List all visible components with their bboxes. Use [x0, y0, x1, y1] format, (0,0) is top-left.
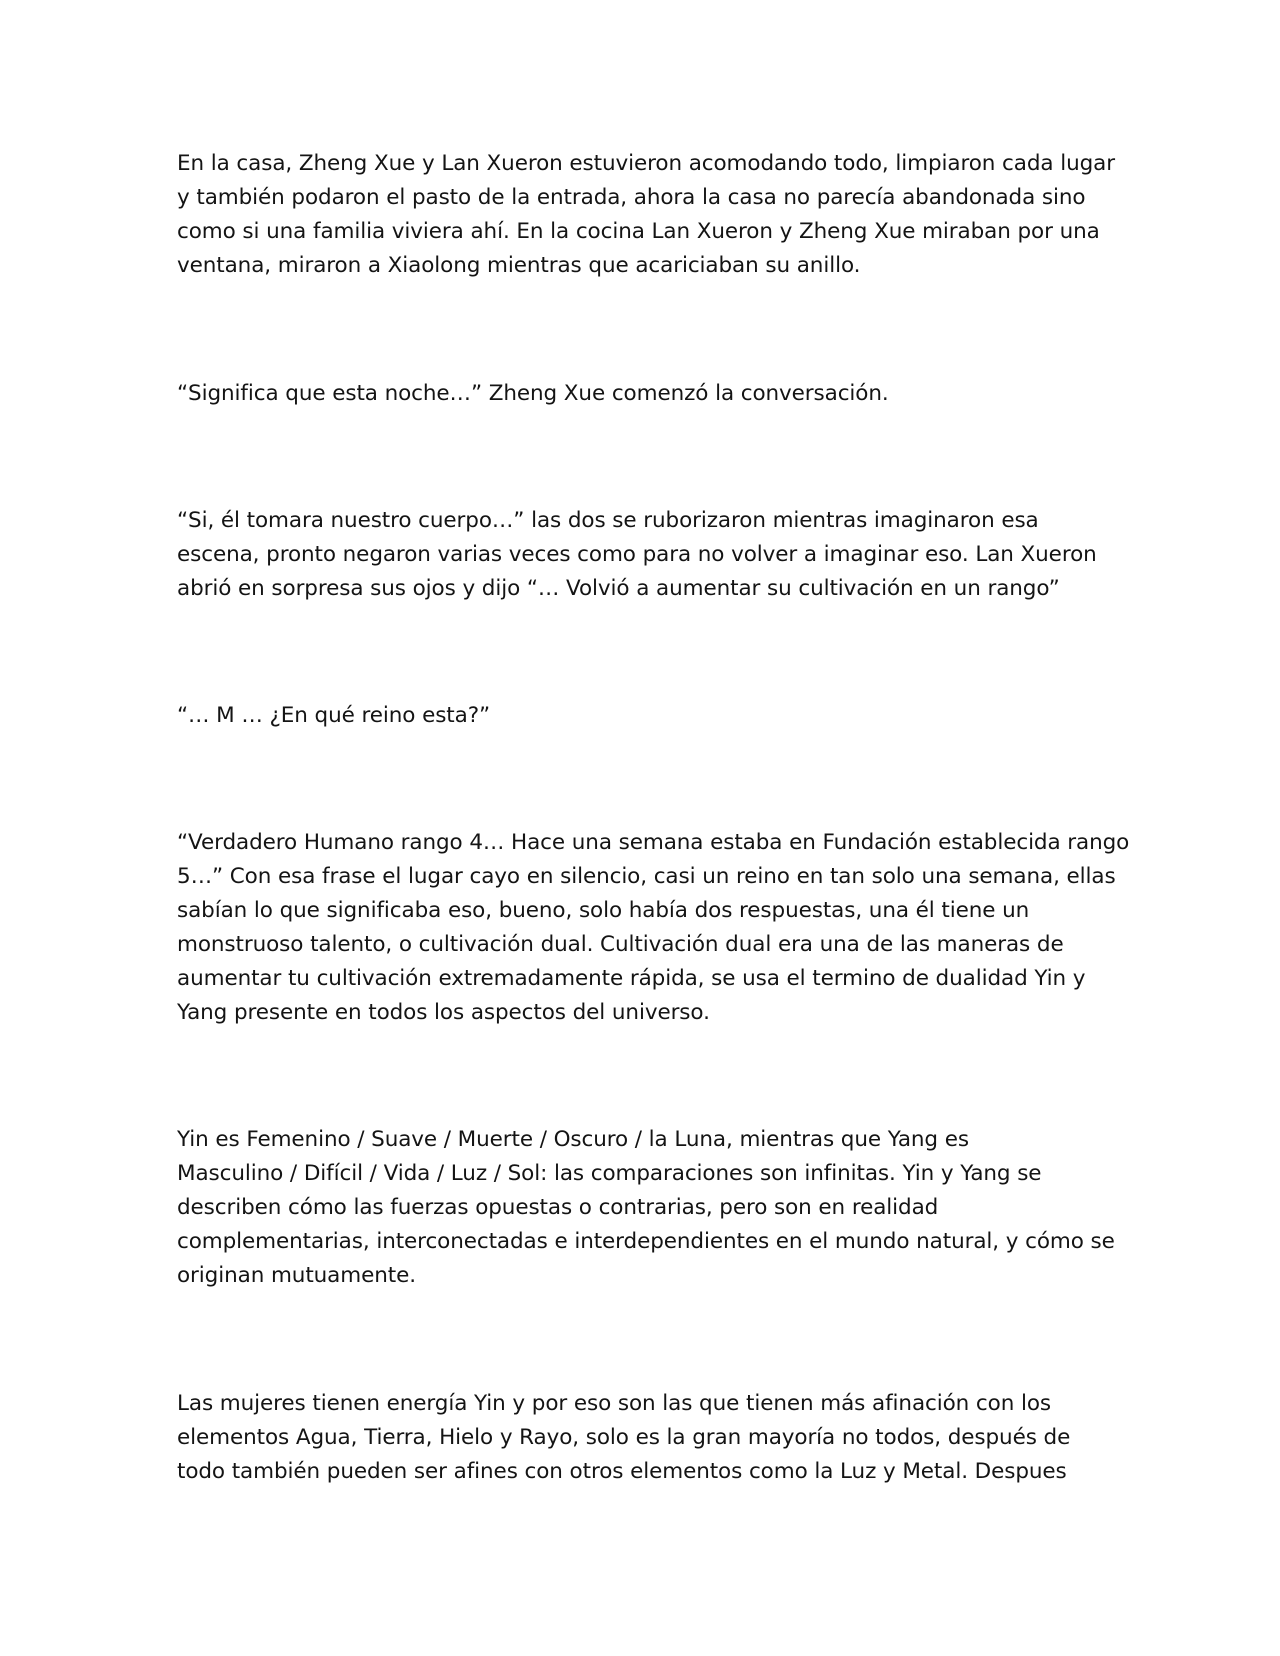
text-line: describen cómo las fuerzas opuestas o contrarias, pero son en realidad [177, 1195, 939, 1220]
paragraph [177, 826, 1130, 1030]
paragraph [177, 147, 1115, 283]
text-line: escena, pronto negaron varias veces como para no volver a imaginar eso. Lan Xueron [177, 542, 1097, 567]
paragraph [177, 1387, 1107, 1489]
text-line: ventana, miraron a Xiaolong mientras que acariciaban su anillo. [177, 253, 861, 278]
text-line: 5…” Con esa frase el lugar cayo en silencio, casi un reino en tan solo una semana, ellas [177, 864, 1116, 889]
text-line: elementos Agua, Tierra, Hielo y Rayo, solo es la gran mayoría no todos, después de [177, 1425, 1071, 1450]
paragraph [177, 504, 1107, 606]
text-line: “… M … ¿En qué reino esta?” [177, 703, 491, 728]
text-line: aumentar tu cultivación extremadamente rápida, se usa el termino de dualidad Yin y [177, 966, 1086, 991]
text-line: monstruoso talento, o cultivación dual. Cultivación dual era una de las maneras de [177, 932, 1064, 957]
text-line: Yang presente en todos los aspectos del universo. [177, 1000, 710, 1025]
paragraph [177, 1123, 1115, 1293]
text-line: En la casa, Zheng Xue y Lan Xueron estuvieron acomodando todo, limpiaron cada lugar [177, 151, 1115, 176]
text-line: y también podaron el pasto de la entrada, ahora la casa no parecía abandonada sino [177, 185, 1086, 210]
text-line: Masculino / Difícil / Vida / Luz / Sol: las comparaciones son infinitas. Yin y Yang se [177, 1161, 1042, 1186]
text-line: sabían lo que significaba eso, bueno, solo había dos respuestas, una él tiene un [177, 898, 1030, 923]
text-line: abrió en sorpresa sus ojos y dijo “… Volvió a aumentar su cultivación en un rango” [177, 576, 1060, 601]
paragraph [177, 377, 1107, 411]
text-line: como si una familia viviera ahí. En la cocina Lan Xueron y Zheng Xue miraban por una [177, 219, 1100, 244]
text-line: originan mutuamente. [177, 1263, 416, 1288]
text-line: “Si, él tomara nuestro cuerpo…” las dos se ruborizaron mientras imaginaron esa [177, 508, 1039, 533]
text-line: Yin es Femenino / Suave / Muerte / Oscuro / la Luna, mientras que Yang es [177, 1127, 969, 1152]
text-line: “Verdadero Humano rango 4… Hace una semana estaba en Fundación establecida rango [177, 830, 1130, 855]
text-line: todo también pueden ser afines con otros elementos como la Luz y Metal. Despues [177, 1459, 1067, 1484]
text-line: Las mujeres tienen energía Yin y por eso son las que tienen más afinación con los [177, 1391, 1051, 1416]
text-line: “Significa que esta noche…” Zheng Xue comenzó la conversación. [177, 381, 889, 406]
paragraph [177, 699, 1107, 733]
text-line: complementarias, interconectadas e interdependientes en el mundo natural, y cómo se [177, 1229, 1115, 1254]
